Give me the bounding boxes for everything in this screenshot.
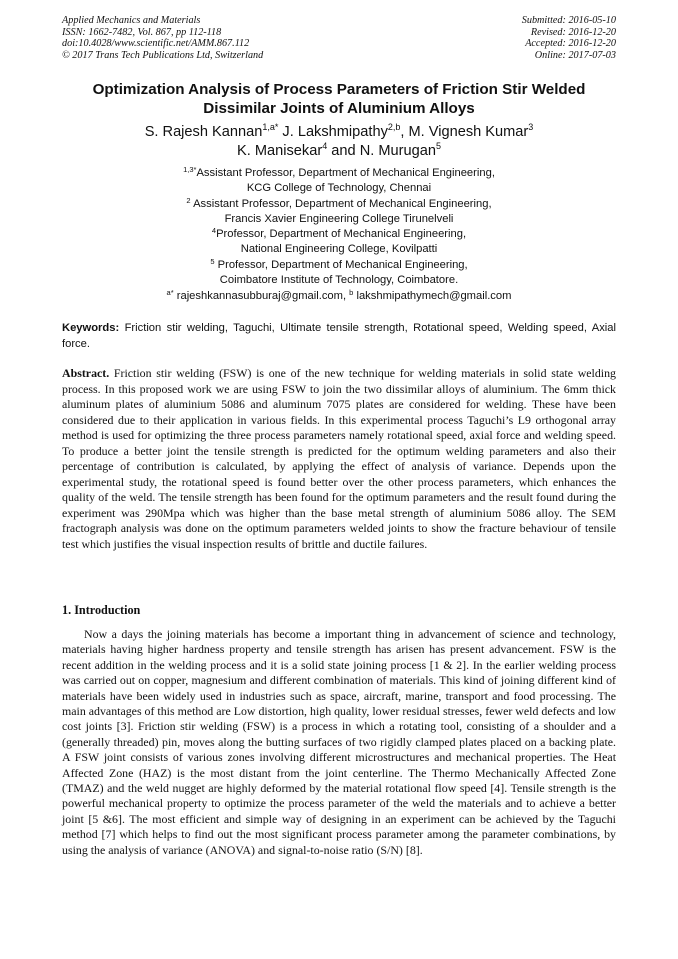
email-sup: a* [166, 288, 174, 297]
affiliation-line: National Engineering College, Kovilpatti [240, 243, 438, 256]
affiliation-text: Assistant Professor, Department of Mechanical Engineering, [190, 197, 492, 210]
affiliation-sup: 5 [210, 256, 215, 266]
author-list [62, 123, 616, 161]
section-heading-introduction: 1. Introduction [62, 603, 141, 617]
author-sup: 1,a* [262, 122, 279, 132]
affiliation-text: Assistant Professor, Department of Mechanical Engineering, [196, 167, 495, 179]
affiliation-line: Coimbatore Institute of Technology, Coimbatore. [219, 274, 459, 287]
email-address[interactable]: lakshmipathymech@gmail.com [353, 290, 512, 302]
affiliation-line [62, 197, 616, 212]
affiliation-line [62, 227, 616, 242]
email-address[interactable]: rajeshkannasubburaj@gmail.com, [173, 290, 350, 302]
email-line [62, 289, 616, 304]
author-name: K. Manisekar [237, 143, 323, 159]
affiliation-list [62, 166, 616, 288]
abstract [62, 366, 616, 552]
journal-issn: ISSN: 1662-7482, Vol. 867, pp 112-118 [62, 26, 222, 38]
date-accepted: Accepted: 2016-12-20 [525, 38, 616, 50]
affiliation-line: Francis Xavier Engineering College Tirunelveli [224, 212, 454, 225]
affiliation-text: Professor, Department of Mechanical Engineering, [214, 258, 468, 271]
affiliation-sup: 4 [211, 226, 217, 236]
date-revised: Revised: 2016-12-20 [530, 26, 616, 38]
journal-header-right [522, 15, 616, 61]
author-and: and [331, 143, 356, 159]
author-name: J. Lakshmipathy [282, 124, 388, 140]
email-sup: b [349, 288, 354, 297]
date-online: Online: 2017-07-03 [534, 49, 616, 61]
affiliation-sup: 2 [186, 195, 191, 205]
author-line-1: S. Rajesh Kannan$^{1,a*}$ J. Lakshmipathy$^{2,b}$, M. Vignesh Kumar$^3$ [144, 122, 534, 140]
author-line-2 [62, 142, 616, 161]
keywords-text: Friction stir welding, Taguchi, Ultimate tensile strength, Rotational speed, Welding speed, Axial force. [62, 322, 616, 350]
author-name: S. Rajesh Kannan [144, 124, 263, 140]
affiliation-line [62, 258, 616, 273]
author-name: M. Vignesh Kumar [408, 124, 529, 140]
abstract-text: Friction stir welding (FSW) is one of the new technique for welding materials in solid state welding process. In this proposed work we are using FSW to join the two dissimilar alloys of aluminium. The 6mm thick aluminum plates of aluminium 5086 and aluminum 7075 plates are considered for welding. These have been considered due to their application in various fields. In this experimental process Taguchi’s L9 orthogonal array method is used for optimizing the three process parameters namely rotational speed, axial force and welding speed. To produce a better joint the tensile strength is predicted for the optimum welding parameters and also their percentage of contribution is calculated, by applying the effect of analysis of variance. Depends upon the experimental study, the rotational speed is found better over the other process parameters, which enhances the quality of the weld. The tensile strength has been found for the optimum parameters and the result found during the experiment was 290Mpa which was higher than the base metal strength of aluminium 5086 alloy. The SEM fractograph analysis was done on the optimum parameters welded joints to show the fracture behaviour of tensile test which justifies the visual inspection results of brittle and ductile failures. [62, 366, 616, 551]
author-sup: 3 [528, 122, 534, 132]
affiliation-text: Professor, Department of Mechanical Engineering, [216, 228, 467, 241]
journal-doi: doi:10.4028/www.scientific.net/AMM.867.112 [62, 38, 250, 50]
affiliation-line [62, 166, 616, 181]
author-sup: 4 [322, 141, 328, 151]
date-submitted: Submitted: 2016-05-10 [521, 15, 616, 26]
author-name: N. Murugan [359, 143, 436, 159]
author-sup: 2,b [387, 122, 401, 132]
affiliation-sup: 1,3* [183, 165, 197, 174]
journal-header-left [62, 15, 263, 61]
keywords [62, 321, 616, 352]
abstract-label: Abstract. [62, 366, 110, 380]
introduction-paragraph: Now a days the joining materials has become a important thing in advancement of science and technology, materials having higher hardness property and tensile strength has arisen has present advancement. FSW is the recent addition in the welding process and it is a solid state joining process [1 & 2]. In the earlier welding process was carried out on copper, magnesium and different combination of materials. This kind of joining different kind of materials have been widely used in industries such as space, aircraft, marine, transport and food processing. The main advantages of this method are Low distortion, high quality, lower residual stresses, fewer weld defects and low cost joints [3]. Friction stir welding (FSW) is a process in which a rotating tool, consisting of a shoulder and a (generally threaded) pin, moves along the butting surfaces of two rigidly clamped plates placed on a backing plate. A FSW joint consists of various zones involving different microstructures and mechanical properties. The Heat Affected Zone (HAZ) is the most distant from the joint centerline. The Thermo Mechanically Affected Zone (TMAZ) and the weld nugget are highly deformed by the material rotational flow speed [4]. Tensile strength is the powerful mechanical property to optimize the process parameter of the weld the materials and to achieve a better joint [5 &6]. The most efficient and simple way of designing in an experiment can be achieved by the Taguchi method [7] which helps to find out the most significant process parameter among the parameter combinations, by using the analysis of variance (ANOVA) and signal-to-noise ratio (S/N) [8]. [62, 627, 616, 857]
affiliation-line: KCG College of Technology, Chennai [246, 182, 432, 195]
keywords-label: Keywords: [62, 322, 120, 334]
paper-title: Optimization Analysis of Process Parameters of Friction Stir Welded Dissimilar Joints of Aluminium Alloys [92, 81, 586, 117]
journal-copyright: © 2017 Trans Tech Publications Ltd, Switzerland [62, 49, 264, 61]
author-sup: 5 [435, 141, 441, 151]
journal-name: Applied Mechanics and Materials [62, 15, 201, 26]
